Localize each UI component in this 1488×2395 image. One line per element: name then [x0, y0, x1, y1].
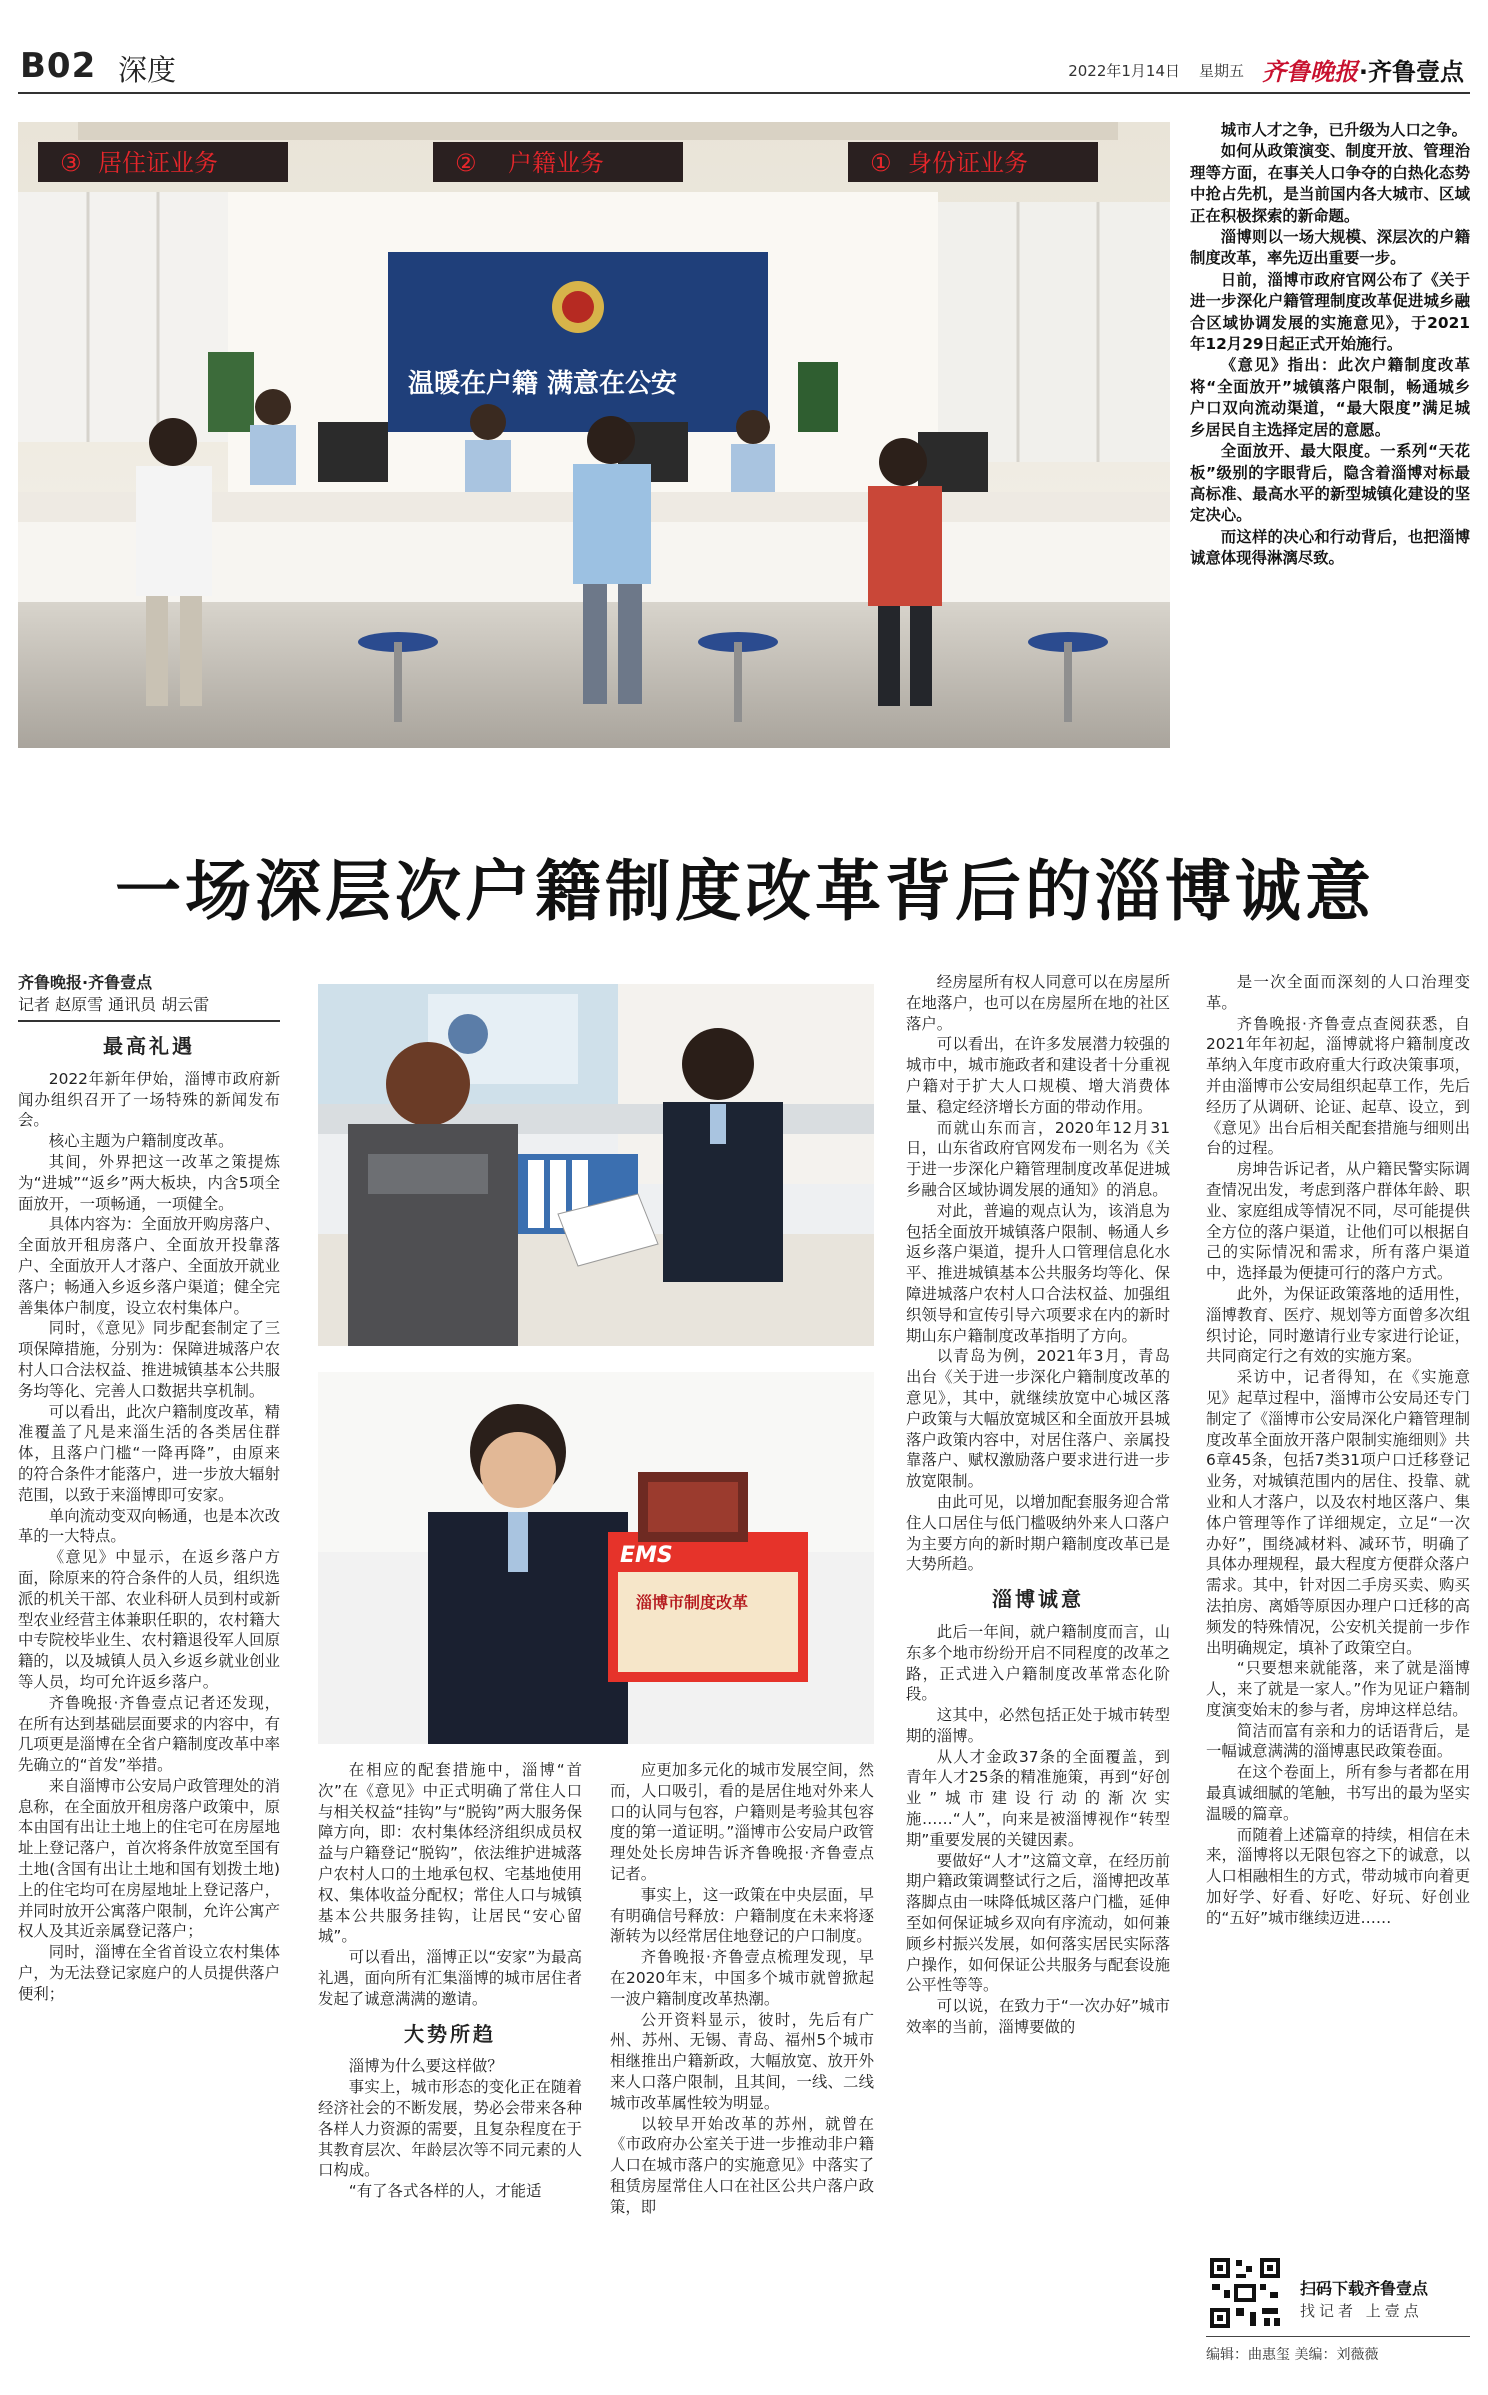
photo-ems-delivery: [318, 1372, 874, 1744]
body-paragraph: 可以看出，淄博正以“安家”为最高礼遇，面向所有汇集淄博的城市居住者发起了诚意满满的邀请。: [318, 1948, 582, 2008]
lead-paragraph: 城市人才之争，已升级为人口之争。: [1220, 121, 1468, 139]
body-paragraph: 具体内容为：全面放开购房落户、全面放开租房落户、全面放开投靠落户、全面放开人才落户、全面放开就业落户；畅通入乡返乡落户渠道；健全完善集体户制度，设立农村集体户。: [18, 1215, 280, 1317]
article-column-2: [318, 1760, 582, 2380]
body-paragraph: 这其中，必然包括正处于城市转型期的淄博。: [906, 1706, 1170, 1745]
body-paragraph: 《意见》中显示，在返乡落户方面，除原来的符合条件的人员，组织选派的机关干部、农业科研人员到村或新型农业经营主体兼职任职的，农村籍大中专院校毕业生、农村籍退役军人回原籍的，以及城镇人员入乡返乡就业创业等人员，均可允许返乡落户。: [18, 1548, 280, 1691]
body-paragraph: “只要想来就能落，来了就是淄博人，来了就是一家人。”作为见证户籍制度演变始末的参与者，房坤这样总结。: [1206, 1659, 1470, 1719]
body-paragraph: 同时，《意见》同步配套制定了三项保障措施，分别为：保障进城落户农村人口合法权益、推进城镇基本公共服务均等化、完善人口数据共享机制。: [18, 1319, 280, 1400]
lead-paragraphs: [1190, 120, 1470, 760]
body-paragraph: 可以看出，在许多发展潜力较强的城市中，城市施政者和建设者十分重视户籍对于扩大人口规模、增大消费体量、稳定经济增长方面的带动作用。: [906, 1035, 1170, 1116]
body-paragraph: 由此可见，以增加配套服务迎合常住人口居住与低门槛吸纳外来人口落户为主要方向的新时期户籍制度改革已是大势所趋。: [906, 1492, 1170, 1574]
lead-paragraph: 淄博则以一场大规模、深层次的户籍制度改革，率先迈出重要一步。: [1190, 228, 1470, 268]
ems-logo: EMS: [620, 1543, 673, 1568]
body-paragraph: 可以说，在致力于“一次办好”城市效率的当前，淄博要做的: [906, 1997, 1170, 2037]
header-rule: [18, 92, 1470, 94]
download-prompt: 扫码下载齐鲁壹点: [1300, 2279, 1429, 2298]
sign-number-2: ②: [455, 149, 477, 177]
body-paragraph: 单向流动变双向畅通，也是本次改革的一大特点。: [18, 1506, 280, 1546]
lead-paragraph: 如何从政策演变、制度开放、管理治理等方面，在事关人口争夺的白热化态势中抢占先机，是当前国内各大城市、区域正在积极探索的新命题。: [1190, 142, 1470, 225]
page-number: B02: [20, 46, 97, 86]
subheading-zibo-sincerity: 淄博诚意: [992, 1587, 1084, 1612]
article-column-4: [906, 972, 1170, 2382]
sign-household-registration: 户籍业务: [508, 149, 604, 177]
photo-registration-counter: [318, 984, 874, 1346]
byline-publication: 齐鲁晚报·齐鲁壹点: [18, 973, 153, 992]
body-paragraph: 采访中，记者得知，在《实施意见》起草过程中，淄博市公安局还专门制定了《淄博市公安局深化户籍管理制度改革全面放开落户限制实施细则》共6章45条，包括7类31项户口迁移登记业务，对城镇范围内的居住、投靠、就业和人才落户，以及农村地区落户、集体户管理等作了详细规定，立足“一次办好”，围绕减材料、减环节，明确了具体办理规程，最大程度方便群众落户需求。其中，针对因二手房买卖、购买法拍房、离婚等原因办理户口迁移的高频发的特殊情况，公安机关提前一步作出明确规定，填补了政策空白。: [1206, 1368, 1470, 1657]
article-headline: 一场深层次户籍制度改革背后的淄博诚意: [115, 852, 1375, 930]
article-column-1: [18, 972, 280, 2382]
body-paragraph: 而随着上述篇章的持续，相信在未来，淄博将以无限包容之下的诚意，以人口相融相生的方式，带动城市向着更加好学、好看、好吃、好玩、好创业的“五好”城市继续迈进……: [1206, 1825, 1470, 1927]
body-paragraph: 经房屋所有权人同意可以在房屋所在地落户，也可以在房屋所在地的社区落户。: [906, 973, 1170, 1033]
body-paragraph: 齐鲁晚报·齐鲁壹点记者还发现，在所有达到基础层面要求的内容中，有几项更是淄博在全省户籍制度改革中率先确立的“首发”举措。: [18, 1693, 280, 1775]
body-paragraph: 应更加多元化的城市发展空间，然而，人口吸引，看的是居住地对外来人口的认同与包容，户籍则是考验其包容度的第一道证明。”淄博市公安局户政管理处处长房坤告诉齐鲁晚报·齐鲁壹点记者。: [610, 1761, 874, 1883]
byline-rule: [18, 1020, 280, 1022]
body-paragraph: 齐鲁晚报·齐鲁壹点梳理发现，早在2020年末，中国多个城市就曾掀起一波户籍制度改革热潮。: [610, 1948, 874, 2008]
subheading-general-trend: 大势所趋: [404, 2021, 496, 2046]
editor-credit: 编辑：曲惠玺 美编：刘薇薇: [1206, 2347, 1379, 2363]
section-name: 深度: [118, 53, 177, 87]
byline-authors: 记者 赵原雪 通讯员 胡云雷: [18, 995, 210, 1014]
subheading-highest-courtesy: 最高礼遇: [103, 1034, 195, 1058]
body-paragraph: 对此，普遍的观点认为，该消息为包括全面放开城镇落户限制、畅通人乡返乡落户渠道，提升人口管理信息化水平、推进城镇基本公共服务均等化、保障进城落户农村人口合法权益、加强组织领导和宣传引导六项要求在内的新时期山东户籍制度改革指明了方向。: [906, 1201, 1170, 1345]
body-paragraph: 是一次全面而深刻的人口治理变革。: [1206, 973, 1470, 1012]
sign-number-1: ③: [60, 149, 82, 177]
sign-residence-permit: 居住证业务: [98, 149, 218, 177]
body-paragraph: 以较早开始改革的苏州，就曾在《市政府办公室关于进一步推动非户籍人口在城市落户的实施意见》中落实了租赁房屋常住人口在社区公共户落户政策，即: [610, 2114, 874, 2216]
body-paragraph: 其间，外界把这一改革之策提炼为“进城”“返乡”两大板块，内含5项全面放开，一项畅通，一项健全。: [18, 1152, 280, 1213]
sign-id-card: 身份证业务: [908, 149, 1028, 177]
body-paragraph: 事实上，城市形态的变化正在随着经济社会的不断发展，势必会带来各种各样人力资源的需要，且复杂程度在于其教育层次、年龄层次等不同元素的人口构成。: [318, 2078, 582, 2180]
body-paragraph: 在相应的配套措施中，淄博“首次”在《意见》中正式明确了常住人口与相关权益“挂钩”与“脱钩”两大服务保障方向，即：农村集体经济组织成员权益与户籍登记“脱钩”，依法维护进城落户农村人口的土地承包权、宅基地使用权、集体收益分配权；常住人口与城镇基本公共服务挂钩，让居民“安心留城”。: [318, 1761, 582, 1946]
brand-logo-qilu-yidian: ·齐鲁壹点: [1358, 58, 1464, 86]
article-column-5: [1206, 972, 1470, 2244]
sign-number-3: ①: [870, 149, 892, 177]
body-paragraph: 而就山东而言，2020年12月31日，山东省政府官网发布一则名为《关于进一步深化户籍管理制度改革促进城乡融合区域协调发展的通知》的消息。: [906, 1118, 1170, 1199]
photo-service-hall: [18, 122, 1170, 748]
byline: [18, 972, 280, 1016]
body-paragraph: 此后一年间，就户籍制度而言，山东多个地市纷纷开启不同程度的改革之路，正式进入户籍制度改革常态化阶段。: [906, 1622, 1170, 1704]
issue-weekday: 星期五: [1198, 62, 1244, 80]
body-paragraph: 淄博为什么要这样做？: [348, 2057, 503, 2076]
body-paragraph: 齐鲁晚报·齐鲁壹点查阅获悉，自2021年年初起，淄博就将户籍制度改革纳入年度市政府重大行政决策事项，并由淄博市公安局组织起草工作，先后经历了从调研、论证、起草、设立，到《意见》出台后相关配套措施与细则出台的过程。: [1206, 1014, 1470, 1158]
body-paragraph: 来自淄博市公安局户政管理处的消息称，在全面放开租房落户政策中，原本由国有出让土地上的住宅可在房屋地址上登记落户，首次将条件放宽至国有土地(含国有出让土地和国有划拨土地)上的住宅均可在房屋地址上登记落户，并同时放开公寓落户限制，允许公寓产权人及其近亲属登记落户；: [18, 1776, 280, 1941]
body-paragraph: 事实上，这一政策在中央层面，早有明确信号释放：户籍制度在未来将逐渐转为以经常居住地登记的户口制度。: [610, 1885, 874, 1946]
box-label: 淄博市制度改革: [636, 1593, 749, 1612]
body-paragraph: 简洁而富有亲和力的话语背后，是一幅诚意满满的淄博惠民政策卷面。: [1206, 1721, 1470, 1761]
footer-rule: [1206, 2336, 1470, 2337]
body-paragraph: 从人才金政37条的全面覆盖，到青年人才25条的精准施策，再到“好创业”城市建设行动的渐次实施……“人”，向来是被淄博视作“转型期”重要发展的关键因素。: [906, 1747, 1170, 1849]
body-paragraph: 以青岛为例，2021年3月，青岛出台《关于进一步深化户籍制度改革的意见》，其中，就继续放宽中心城区落户政策与大幅放宽城区和全面放开县城落户政策内容中，对居住落户、亲属投靠落户、赋权激励落户要求进行进一步放宽限制。: [906, 1347, 1170, 1491]
body-paragraph: “有了各式各样的人，才能适: [348, 2182, 542, 2201]
body-paragraph: 同时，淄博在全省首设立农村集体户，为无法登记家庭户的人员提供落户便利；: [18, 1943, 280, 2003]
body-paragraph: 要做好“人才”这篇文章，在经历前期户籍政策调整试行之后，淄博把改革落脚点由一味降低城区落户门槛，延伸至如何保证城乡双向有序流动，如何兼顾乡村振兴发展，如何落实居民实际落户操作，如何保证公共服务与配套设施公平性等等。: [906, 1851, 1170, 1995]
body-paragraph: 2022年新年伊始，淄博市政府新闻办组织召开了一场特殊的新闻发布会。: [18, 1069, 280, 1130]
qr-code-icon[interactable]: [1208, 2256, 1282, 2330]
lead-paragraph: 而这样的决心和行动背后，也把淄博诚意体现得淋漓尽致。: [1190, 527, 1470, 568]
lead-paragraph: 全面放开、最大限度。一系列“天花板”级别的字眼背后，隐含着淄博对标最高标准、最高水平的新型城镇化建设的坚定决心。: [1190, 442, 1470, 525]
lead-paragraph: 日前，淄博市政府官网公布了《关于进一步深化户籍管理制度改革促进城乡融合区域协调发展的实施意见》，于2021年12月29日起正式开始施行。: [1190, 270, 1470, 354]
article-column-3: [610, 1760, 874, 2380]
body-paragraph: 核心主题为户籍制度改革。: [48, 1132, 234, 1151]
body-paragraph: 此外，为保证政策落地的适用性，淄博教育、医疗、规划等方面曾多次组织讨论，同时邀请行业专家进行论证，共同商定行之有效的实施方案。: [1206, 1284, 1470, 1366]
hall-slogan: 温暖在户籍 满意在公安: [408, 369, 678, 399]
lead-paragraph: 《意见》指出：此次户籍制度改革将“全面放开”城镇落户限制，畅通城乡户口双向流动渠道，“最大限度”满足城乡居民自主选择定居的意愿。: [1190, 356, 1470, 439]
brand-logo-qilu-evening: 齐鲁晚报: [1262, 57, 1358, 86]
page-header: [18, 42, 1470, 87]
app-slogan: 找记者 上壹点: [1300, 2302, 1423, 2320]
body-paragraph: 可以看出，此次户籍制度改革，精准覆盖了凡是来淄生活的各类居住群体，且落户门槛“一降再降”，由原来的符合条件才能落户，进一步放大辐射范围，以致于来淄博即可安家。: [18, 1402, 280, 1504]
body-paragraph: 在这个卷面上，所有参与者都在用最真诚细腻的笔触，书写出的最为坚实温暖的篇章。: [1206, 1763, 1470, 1823]
body-paragraph: 房坤告诉记者，从户籍民警实际调查情况出发，考虑到落户群体年龄、职业、家庭组成等情况不同，尽可能提供全方位的落户渠道，让他们可以根据自己的实际情况和需求，所有落户渠道中，选择最为便捷可行的落户方式。: [1206, 1160, 1470, 1283]
issue-date: 2022年1月14日: [1068, 62, 1180, 80]
body-paragraph: 公开资料显示，彼时，先后有广州、苏州、无锡、青岛、福州5个城市相继推出户籍新政，大幅放宽、放开外来人口落户限制，且其间，一线、二线城市改革属性较为明显。: [610, 2010, 874, 2112]
